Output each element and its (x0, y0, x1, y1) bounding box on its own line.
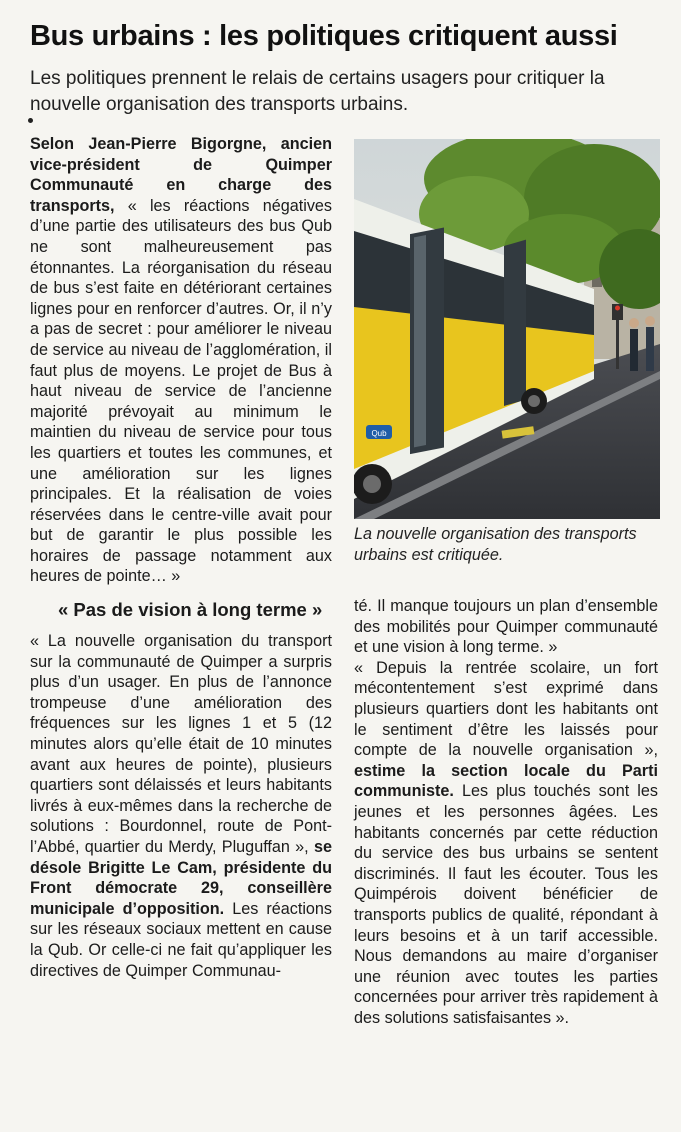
paragraph-1-lead: Selon Jean-Pierre Bigorgne, ancien vice-président de Quimper Communauté en charge des transports, (30, 135, 332, 215)
paragraph-4 (354, 658, 658, 1029)
paragraph-1-body: « les réactions négatives d’une partie des utilisateurs des bus Qub ne sont malheureusement pas étonnantes. La réorganisation du réseau de bus s’est faite en détériorant certaines lignes pour en renforcer d’autres. Or, il n’y a pas de secret : pour améliorer le niveau de service au niveau de l’agglomération, il faut plus de moyens. Le projet de Bus à haut niveau de service de l’ancienne majorité prévoyait au minimum le maintien du niveau de service pour tous les quartiers et toutes les communes, et une amélioration sur les lignes principales. Et la réalisation de voies réservées dans le centre-ville avait pour but de garantir le plus possible les horaires de passage notamment aux heures de pointe… » (30, 196, 333, 586)
photo-caption: La nouvelle organisation des transports urbains est critiquée. (354, 525, 637, 564)
article-standfirst: Les politiques prennent le relais de certains usagers pour critiquer la nouvelle organisation des transports urbains. (30, 68, 605, 115)
left-column (30, 134, 332, 981)
paragraph-2-body: « La nouvelle organisation du transport sur la communauté de Quimper a surpris plus d’un usager. En plus de l’annonce trompeuse d’une amélioration des fréquences sur les lignes 1 et 5 (12 minutes alors qu’elle était de 10 minutes avant aux heures de pointe), plusieurs quartiers sont délaissés et leurs habitants livrés à eux-mêmes dans la recherche de solutions : Bourdonnel, route de Pont-l’Abbé, quartier du Merdy, Pluguffan », (30, 632, 332, 856)
article-subhead: « Pas de vision à long terme » (58, 599, 323, 621)
paragraph-1 (30, 134, 332, 587)
paragraph-3: té. Il manque toujours un plan d’ensemble des mobilités pour Quimper communauté et une vision à long terme. » (354, 597, 658, 657)
bus-photo-image (354, 139, 660, 519)
paragraph-4-bold: estime la section locale du Parti communiste. (354, 761, 658, 801)
right-column (354, 596, 658, 1028)
bus-photo (354, 139, 660, 519)
bus-logo-text: Qub (371, 429, 387, 438)
paragraph-4-tail: Les plus touchés sont les jeunes et les personnes âgées. Les habitants concernés par cette réduction du service des bus urbains se sentent discriminés. Il faut les écouter. Tous les Quimpérois doivent bénéficier de transports publics de qualité, répondant à leurs besoins et à un tarif accessible. Nous demandons au maire d’organiser une réunion avec toutes les parties concernées pour arriver très rapidement à des solutions satisfaisantes ». (354, 782, 658, 1027)
paragraph-2 (30, 631, 332, 981)
paragraph-2-bold: désole Brigitte Le Cam, présidente du Front démocrate 29, conseillère municipale d’opposition. (30, 858, 332, 918)
paragraph-4-body: « Depuis la rentrée scolaire, un fort mécontentement s’est exprimé dans plusieurs quartiers dont les habitants ont le sentiment d’être les laissés pour compte de la nouvelle organisation », (354, 658, 658, 760)
paragraph-2-verb: se (313, 838, 332, 856)
paragraph-2-tail: Les réactions sur les réseaux sociaux mettent en cause la Qub. Or celle-ci ne fait qu’appliquer les directives de Quimper Communau- (30, 899, 333, 980)
article-headline: Bus urbains : les politiques critiquent aussi (30, 20, 618, 52)
bullet-mark (28, 118, 33, 123)
